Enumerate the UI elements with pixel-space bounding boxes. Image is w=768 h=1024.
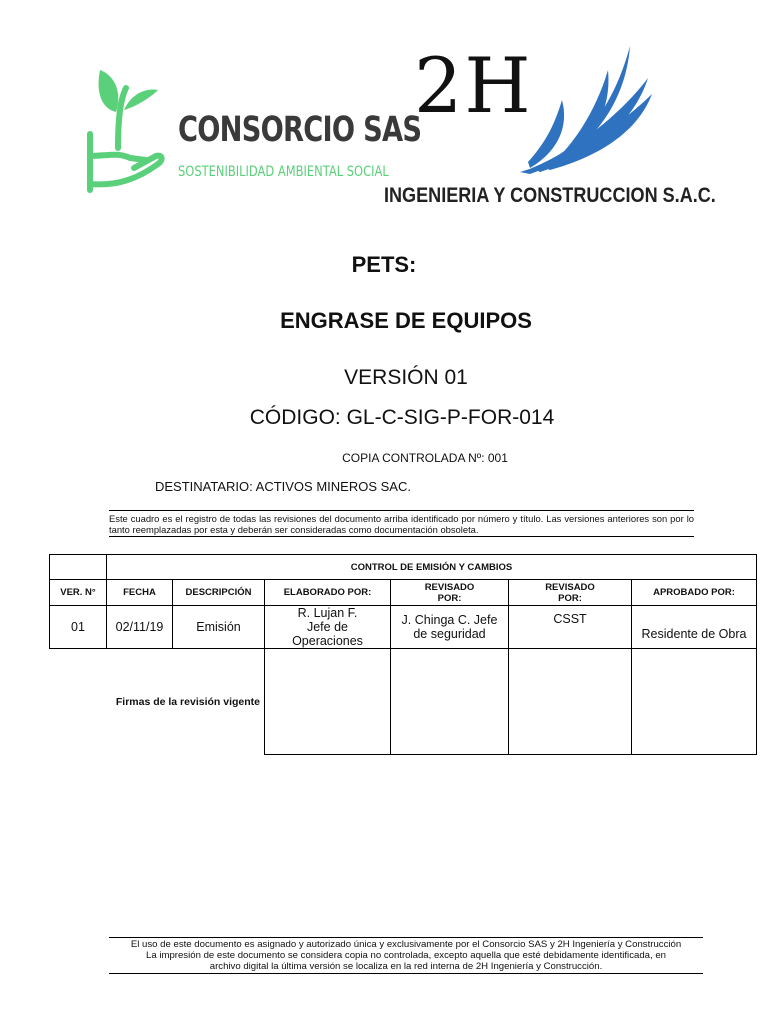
signature-approved xyxy=(632,649,757,755)
signature-reviewed-1 xyxy=(391,649,509,755)
col-header-reviewed-1-text: REVISADO POR: xyxy=(424,581,475,604)
consorcio-sas-logo xyxy=(86,60,422,200)
reviewed-by-1-text: J. Chinga C. Jefe de seguridad xyxy=(401,613,498,641)
col-header-reviewed-2 xyxy=(509,580,632,606)
table-title: CONTROL DE EMISIÓN Y CAMBIOS xyxy=(107,555,757,580)
col-header-approved: APROBADO POR: xyxy=(632,580,757,606)
version-label: VERSIÓN 01 xyxy=(344,366,468,389)
company-name: INGENIERIA Y CONSTRUCCION S.A.C. xyxy=(384,184,716,207)
row-date: 02/11/19 xyxy=(107,606,173,649)
recipient: DESTINATARIO: ACTIVOS MINEROS SAC. xyxy=(155,479,411,494)
col-header-prepared: ELABORADO POR: xyxy=(265,580,391,606)
row-ver: 01 xyxy=(50,606,107,649)
signatures-label: Firmas de la revisión vigente xyxy=(115,695,260,708)
brand-name: CONSORCIO SAS xyxy=(178,110,422,150)
2h-mark: 2H xyxy=(414,41,533,130)
revision-notice: Este cuadro es el registro de todas las revisiones del documento arriba identificado por número y título. Las versiones anteriores son por lo tanto reemplazadas por esta y deberán ser consideradas como documentación obsoleta. xyxy=(109,510,694,537)
plant-hand-icon xyxy=(86,60,176,200)
footer-line-2: La impresión de este documento se considera copia no controlada, excepto aquella que esté debidamente identificada, en xyxy=(145,950,666,961)
usage-footer xyxy=(109,937,703,974)
signature-reviewed-2 xyxy=(509,649,632,755)
brand-tagline: SOSTENIBILIDAD AMBIENTAL SOCIAL xyxy=(178,164,389,180)
table-corner-cell xyxy=(50,555,107,580)
col-header-description: DESCRIPCIÓN xyxy=(173,580,265,606)
col-header-date: FECHA xyxy=(107,580,173,606)
footer-line-1: El uso de este documento es asignado y autorizado única y exclusivamente por el Consorcio SAS y 2H Ingeniería y Construcción xyxy=(130,939,682,950)
document-title: ENGRASE DE EQUIPOS xyxy=(280,308,532,333)
2h-logo xyxy=(380,40,716,215)
footer-line-3: archivo digital la última versión se localiza en la red interna de 2H Ingeniería y Construcción. xyxy=(209,961,603,972)
prepared-by-text: R. Lujan F. Jefe de Operaciones xyxy=(292,606,363,648)
row-reviewed-by-2: CSST xyxy=(509,606,632,649)
document-code: CÓDIGO: GL-C-SIG-P-FOR-014 xyxy=(249,406,555,429)
signature-prepared xyxy=(265,649,391,755)
row-description: Emisión xyxy=(173,606,265,649)
col-header-reviewed-1 xyxy=(391,580,509,606)
row-approved-by: Residente de Obra xyxy=(632,606,757,649)
col-header-ver: VER. N° xyxy=(50,580,107,606)
row-prepared-by xyxy=(265,606,391,649)
revision-control-table xyxy=(49,554,757,755)
controlled-copy: COPIA CONTROLADA Nº: 001 xyxy=(342,451,508,465)
col-header-reviewed-2-text: REVISADO POR: xyxy=(545,581,595,604)
pets-label: PETS: xyxy=(351,252,417,277)
row-reviewed-by-1 xyxy=(391,606,509,649)
